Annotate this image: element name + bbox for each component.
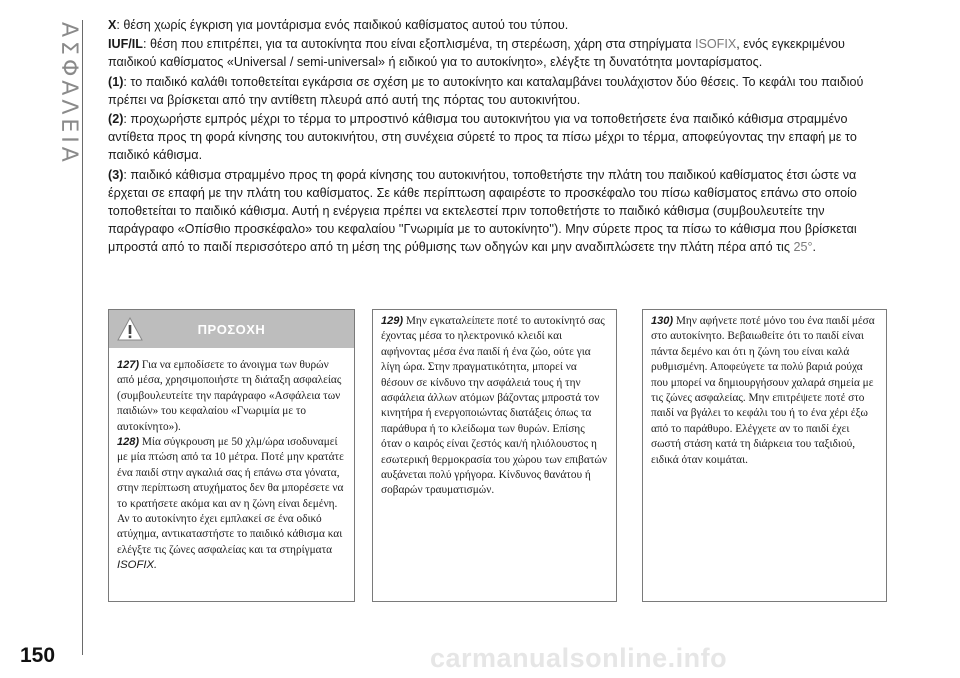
para-text: . [812,240,816,255]
para-text: : το παιδικό καλάθι τοποθετείται εγκάρσια σε σχέση με το αυτοκίνητο και καταλαμβάνει τουλάχιστον δύο θέσεις. Το κεφάλι του παιδιού πρέπει να βρίσκεται από την αντίθετη πλευρά από αυτή της πόρτας του αυτοκινήτου. [108,74,864,107]
note-column-130 [642,309,887,602]
warning-box [108,309,355,602]
warning-header [109,310,354,348]
paragraph-3 [108,166,888,257]
note-number: 129) [381,315,404,327]
paragraph-2 [108,110,888,165]
paragraph-1 [108,73,888,109]
para-lead: (2) [108,112,124,127]
page-number: 150 [20,644,56,667]
chapter-side-label: ΑΣΦΑΛΕΙΑ [56,22,81,166]
para-lead: (3) [108,167,124,182]
para-text: : παιδικό κάθισμα στραμμένο προς τη φορά κίνησης του αυτοκινήτου, τοποθετήστε την πλάτη του παιδικού καθίσματος έτσι ώστε να έρχεται σε επαφή με την πλάτη του καθίσματος. Σε κάθε περίπτωση αφαιρέστε το προσκέφαλο του πίσω καθίσματος επάνω στο οποίο τοποθετείται το παιδικό κάθισμα. Αυτή η ενέργεια πρέπει να εκτελεστεί πριν τοποθετήστε το παιδικό κάθισμα (συμβουλευτείτε την παράγραφο «Οπίσθιο προσκέφαλο» του κεφαλαίου ''Γνωριμία με το αυτοκίνητο''). Μην σύρετε προς τα πίσω το κάθισμα που βρίσκεται μπροστά από το παιδί περισσότερο από τη μέση της ρύθμισης των οδηγών και μην αναδιπλώσετε την πλάτη πέρα από τις [108,167,857,255]
para-text: : θέση χωρίς έγκριση για μοντάρισμα ενός παιδικού καθίσματος αυτού του τύπου. [116,18,569,32]
note-number: 127) [117,359,140,371]
warning-title: ΠΡΟΣΟΧΗ [197,322,266,337]
side-divider [82,20,83,655]
watermark: carmanualsonline.info [430,643,728,673]
main-text [108,16,888,258]
note-text: Για να εμποδίσετε το άνοιγμα των θυρών από μέσα, χρησιμοποιήστε τη διάταξη ασφαλείας (συμβουλευτείτε την παράγραφο «Ασφάλεια των παιδιών» του κεφαλαίου «Γνωριμία με το αυτοκίνητο»). [117,359,342,433]
para-gray-text: 25° [793,240,813,255]
note-text: Μία σύγκρουση με 50 χλμ/ώρα ισοδυναμεί με μία πτώση από τα 10 μέτρα. Ποτέ μην κρατάτε ένα παιδί στην αγκαλιά σας ή επάνω στα γόνατα, στην περίπτωση ατυχήματος δεν θα μπορέσετε να το κρατήσετε ακόμα και αν η ζώνη είναι δεμένη. Αν το αυτοκίνητο έχει εμπλακεί σε ένα οδικό ατύχημα, αντικαταστήστε το παιδικό κάθισμα και ελέγξτε τις ζώνες ασφαλείας και τα στηρίγματα [117,436,344,556]
para-lead: X [108,18,117,32]
note-number: 128) [117,436,140,449]
para-text: : θέση που επιτρέπει, για τα αυτοκίνητα που είναι εξοπλισμένα, τη στερέωση, χάρη στα στηρίγματα [142,37,695,52]
note-number: 130) [651,315,674,327]
note-text: Μην αφήνετε ποτέ μόνο του ένα παιδί μέσα στο αυτοκίνητο. Βεβαιωθείτε ότι το παιδί είναι πάντα δεμένο και ότι η ζώνη του είναι καλά ρυθμισμένη. Αποφεύγετε τα πολύ βαριά ρούχα που μπορεί να δημιουργήσουν χαλαρά σημεία με τις ζώνες ασφαλείας. Μην επιτρέψετε ποτέ στο παιδί να βγάλει το κεφάλι του ή το ένα χέρι έξω από το παράθυρο. Ελέγχετε αν το παιδί έχει σωστή στάση κατά τη διάρκεια του ταξιδιού, ειδικά όταν κοιμάται. [651,315,875,466]
note-text: Μην εγκαταλείπετε ποτέ το αυτοκίνητό σας έχοντας μέσα το ηλεκτρονικό κλειδί και αφήνοντας μέσα ένα παιδί ή ένα ζώο, ούτε για λίγη ώρα. Στην πραγματικότητα, μπορεί να θέσουν σε κίνδυνο την ασφάλειά τους ή την ασφάλεια άλλων ατόμων βάζοντας μπροστά τον κινητήρα ή ενεργοποιώντας διατάξεις όπως τα παράθυρα ή το κλείδωμα των θυρών. Επίσης όταν ο καιρός είναι ζεστός και/ή ηλιόλουστος η εσωτερική θερμοκρασία του χώρου των επιβατών αυξάνεται πολύ γρήγορα. Κίνδυνος θανάτου ή σοβαρών τραυματισμών. [381,315,607,497]
para-text: , ενός εγκεκριμένου παιδικού καθίσματος «Universal / semi-universal» ή ειδικού για το αυτοκίνητο», ελέγξτε τη δυνατότητα μονταρίσματος. [108,37,845,70]
warning-body [109,348,354,574]
para-lead: IUF/IL [108,37,143,52]
para-lead: (1) [108,74,124,89]
paragraph-x [108,16,888,34]
para-text: : προχωρήστε εμπρός μέχρι το τέρμα το μπροστινό κάθισμα του αυτοκινήτου για να τοποθετήσετε ένα παιδικό κάθισμα στραμμένο αντίθετα προς τη φορά κίνησης του αυτοκινήτου, στη συνέχεια σύρετέ το προς τα πίσω μέχρι το τέρμα, αποφεύγοντας την επαφή με το παιδικό κάθισμα. [108,112,857,163]
paragraph-iuf [108,35,888,71]
para-gray-text: ISOFIX [694,37,737,52]
note-text: ISOFIX. [117,559,158,572]
note-column-129 [372,309,617,602]
